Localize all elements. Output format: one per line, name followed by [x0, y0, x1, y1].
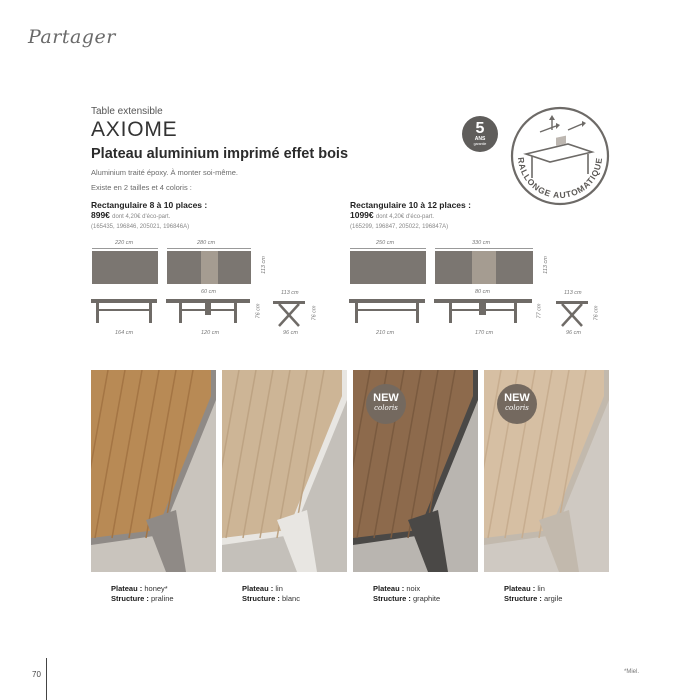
caption-plateau: noix: [406, 584, 421, 593]
extension-leaf: [201, 251, 218, 284]
section-title: Partager: [28, 26, 116, 48]
product-kicker: Table extensible: [91, 106, 163, 117]
dim-side-height: 76 cm: [593, 305, 600, 321]
table-side-view-open: [433, 296, 535, 326]
caption-3: [373, 584, 440, 604]
caption-structure: blanc: [282, 594, 300, 603]
table-top-view-closed: [350, 251, 426, 284]
new-badge-line1: NEW: [373, 392, 399, 404]
dim-base-open: 170 cm: [475, 330, 494, 336]
caption-structure: graphite: [413, 594, 441, 603]
dim-closed-width: 250 cm: [376, 240, 395, 246]
dim-side-base: 96 cm: [566, 330, 581, 336]
caption-1: [111, 584, 174, 604]
eco-part: dont 4,20€ d'éco-part.: [112, 214, 171, 220]
caption-structure: argile: [544, 594, 563, 603]
caption-plateau: lin: [537, 584, 545, 593]
variant-refs: (165299, 196847, 205022, 196847A): [350, 224, 449, 230]
caption-plateau-label: Plateau :: [242, 584, 274, 593]
dim-line: [92, 248, 158, 249]
dim-line: [350, 248, 426, 249]
dim-open-width: 280 cm: [197, 240, 216, 246]
dim-side-height: 76 cm: [311, 305, 318, 321]
variant-8-10: [91, 200, 207, 232]
guarantee-badge: [462, 116, 498, 152]
product-description: Aluminium traité époxy. À monter soi-même.: [91, 168, 238, 177]
variant-price: 899€: [91, 210, 110, 220]
dim-side-depth: 113 cm: [564, 290, 582, 296]
guarantee-label: garantie: [473, 142, 487, 146]
new-badge-line2: coloris: [505, 404, 529, 412]
dim-depth: 113 cm: [542, 256, 549, 274]
page-number: 70: [32, 670, 41, 679]
page-number-rule: [46, 658, 47, 700]
new-colors-badge: [497, 384, 537, 424]
variant-price: 1099€: [350, 210, 374, 220]
caption-plateau-label: Plateau :: [373, 584, 405, 593]
caption-structure-label: Structure :: [373, 594, 411, 603]
new-badge-line1: NEW: [504, 392, 530, 404]
table-side-view-closed: [90, 296, 160, 326]
dim-base-width: 164 cm: [115, 330, 134, 336]
dim-line: [167, 248, 251, 249]
automatic-extension-icon: [508, 104, 612, 208]
caption-structure-label: Structure :: [504, 594, 542, 603]
variant-refs: (165435, 196846, 205021, 196846A): [91, 224, 190, 230]
table-side-view-closed: [348, 296, 428, 326]
guarantee-unit: ANS: [474, 136, 486, 142]
variant-title: Rectangulaire 10 à 12 places :: [350, 200, 471, 210]
dim-closed-width: 220 cm: [115, 240, 134, 246]
table-side-view-open: [165, 296, 253, 326]
dim-height: 77 cm: [536, 303, 543, 319]
product-name: AXIOME: [91, 118, 178, 141]
variant-10-12: [350, 200, 471, 232]
caption-plateau-label: Plateau :: [504, 584, 536, 593]
dim-line: [435, 248, 533, 249]
eco-part: dont 4,20€ d'éco-part.: [375, 214, 435, 220]
new-colors-badge: [366, 384, 406, 424]
new-badge-line2: coloris: [374, 404, 398, 412]
caption-plateau-label: Plateau :: [111, 584, 143, 593]
product-variants-note: Existe en 2 tailles et 4 coloris :: [91, 183, 192, 192]
footnote: *Miel.: [624, 669, 640, 675]
caption-plateau: honey*: [144, 584, 168, 593]
dim-open-width: 330 cm: [472, 240, 491, 246]
table-end-view: [555, 298, 591, 328]
caption-structure: praline: [151, 594, 174, 603]
dim-extension: 80 cm: [475, 289, 490, 295]
caption-plateau: lin: [275, 584, 283, 593]
dim-depth: 113 cm: [260, 256, 267, 274]
rallonge-label: RALLONGE AUTOMATIQUE: [515, 156, 605, 201]
variant-title: Rectangulaire 8 à 10 places :: [91, 200, 208, 210]
dim-extension: 60 cm: [201, 289, 216, 295]
photo-honey-praline: [91, 370, 216, 572]
product-subtitle: Plateau aluminium imprimé effet bois: [91, 146, 349, 162]
table-top-view-closed: [92, 251, 158, 284]
extension-leaf: [472, 251, 496, 284]
photo-lin-blanc: [222, 370, 347, 572]
caption-4: [504, 584, 562, 604]
caption-structure-label: Structure :: [242, 594, 280, 603]
guarantee-years: 5: [475, 120, 485, 137]
caption-structure-label: Structure :: [111, 594, 149, 603]
table-end-view: [272, 298, 308, 328]
dim-side-base: 96 cm: [283, 330, 298, 336]
caption-2: [242, 584, 300, 604]
dim-base-width: 210 cm: [376, 330, 395, 336]
dim-base-open: 120 cm: [201, 330, 220, 336]
dim-side-depth: 113 cm: [281, 290, 299, 296]
dim-height: 76 cm: [255, 303, 262, 319]
